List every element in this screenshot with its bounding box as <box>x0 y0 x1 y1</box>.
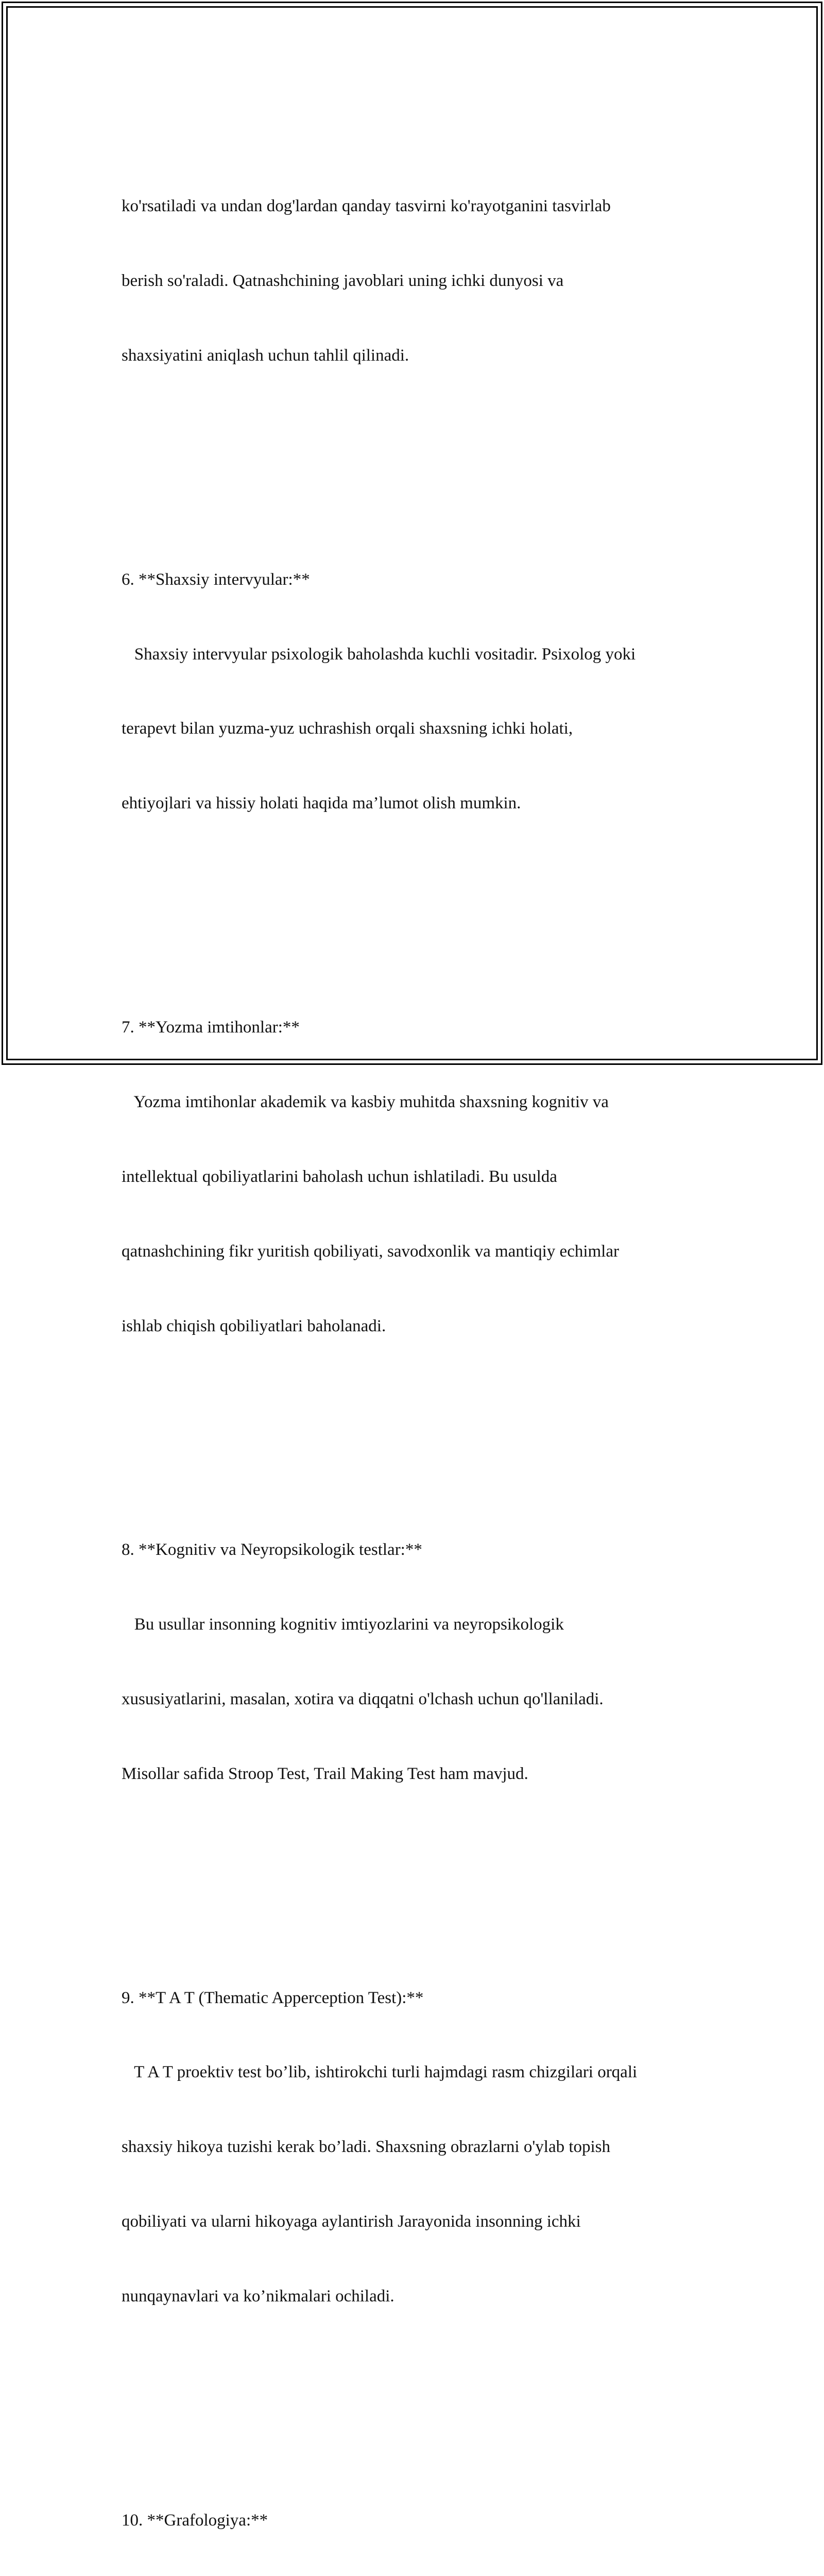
section-tat <box>122 1936 709 2359</box>
section-heading: 8. **Kognitiv va Neyropsikologik testlar:** <box>122 1540 422 1560</box>
text-line: intellektual qobiliyatlarini baholash uchun ishlatiladi. Bu usulda <box>122 1167 557 1186</box>
text-line: terapevt bilan yuzma-yuz uchrashish orqali shaxsning ichki holati, <box>122 719 573 738</box>
section-yozma-imtihonlar <box>122 965 709 1388</box>
paragraph-intro-continuation <box>122 144 709 418</box>
section-heading: 10. **Grafologiya:** <box>122 2511 268 2530</box>
text-line: T A T proektiv test bo’lib, ishtirokchi turli hajmdagi rasm chizgilari orqali <box>122 2063 638 2082</box>
section-kognitiv-testlar <box>122 1488 709 1836</box>
section-heading: 7. **Yozma imtihonlar:** <box>122 1018 300 1037</box>
text-line: nunqaynavlari va ko’nikmalari ochiladi. <box>122 2287 394 2306</box>
text-line: ehtiyojlari va hissiy holati haqida ma’lumot olish mumkin. <box>122 794 521 813</box>
text-line: Yozma imtihonlar akademik va kasbiy muhitda shaxsning kognitiv va <box>122 1092 609 1111</box>
section-heading: 9. **T A T (Thematic Apperception Test):** <box>122 1988 424 2007</box>
text-line: ishlab chiqish qobiliyatlari baholanadi. <box>122 1316 386 1335</box>
text-line: xususiyatlarini, masalan, xotira va diqqatni o'lchash uchun qo'llaniladi. <box>122 1690 604 1708</box>
section-heading: 6. **Shaxsiy intervyular:** <box>122 570 310 589</box>
section-grafologiya <box>122 2458 709 2576</box>
text-line: berish so'raladi. Qatnashchining javoblari uning ichki dunyosi va <box>122 272 564 291</box>
text-line: qatnashchining fikr yuritish qobiliyati, savodxonlik va mantiqiy echimlar <box>122 1242 619 1261</box>
text-line: Shaxsiy intervyular psixologik baholashda kuchli vositadir. Psixolog yoki <box>122 645 636 664</box>
text-line: Misollar safida Stroop Test, Trail Making Test ham mavjud. <box>122 1764 528 1783</box>
document-body <box>122 94 709 2576</box>
section-shaxsiy-intervyular <box>122 517 709 866</box>
text-line: shaxsiy hikoya tuzishi kerak bo’ladi. Shaxsning obrazlarni o'ylab topish <box>122 2138 611 2157</box>
text-line: shaxsiyatini aniqlash uchun tahlil qilinadi. <box>122 346 409 365</box>
text-line: ko'rsatiladi va undan dog'lardan qanday tasvirni ko'rayotganini tasvirlab <box>122 197 611 216</box>
text-line: Bu usullar insonning kognitiv imtiyozlarini va neyropsikologik <box>122 1615 564 1634</box>
text-line: qobiliyati va ularni hikoyaga aylantirish Jarayonida insonning ichki <box>122 2212 581 2231</box>
